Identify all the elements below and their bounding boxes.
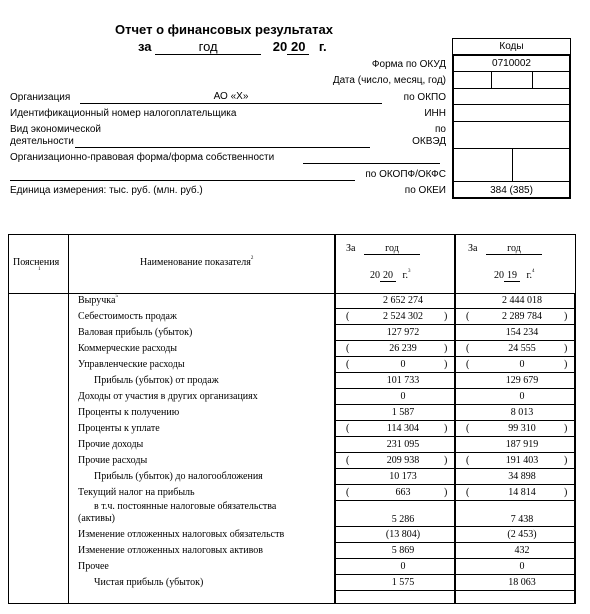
row-value-current: 26 239 (389, 343, 417, 354)
table-row (8, 421, 576, 437)
paren-close: ) (444, 487, 448, 498)
codes-title: Коды (499, 41, 524, 52)
table-row (8, 453, 576, 469)
row-label-text: Управленческие расходы (78, 359, 185, 370)
row-value-current: 5 286 (391, 514, 415, 525)
col2-header-bottom (494, 270, 534, 282)
row-label (78, 455, 147, 466)
col-notes-sup: 1 (38, 267, 41, 272)
table-row (8, 309, 576, 325)
paren-close: ) (444, 311, 448, 322)
row-label-text: Выручка (78, 295, 116, 306)
col-notes-text: Пояснения (13, 257, 60, 268)
unit-label: Единица измерения: тыс. руб. (млн. руб.) (10, 185, 203, 196)
org-label: Организация (10, 92, 71, 103)
col-name-header (140, 257, 253, 268)
date-label: Дата (число, месяц, год) (332, 75, 446, 86)
paren-open: ( (466, 311, 470, 322)
table-row (8, 293, 576, 309)
okei-label: по ОКЕИ (404, 185, 446, 196)
table-row (8, 437, 576, 453)
row-value-current: 0 (400, 359, 406, 370)
paren-open: ( (466, 487, 470, 498)
row-value-previous: 191 403 (505, 455, 539, 466)
table-row (8, 389, 576, 405)
table-row (8, 357, 576, 373)
form-label: Организационно-правовая форма/форма собственности (10, 152, 275, 163)
row-value-current: 231 095 (386, 439, 420, 450)
row-label-line1: в т.ч. постоянные налоговые обязательства (94, 501, 277, 512)
row-label (78, 561, 109, 572)
table-row (8, 469, 576, 485)
row-value-previous: (2 453) (507, 529, 537, 540)
row-value-current: 209 938 (386, 455, 420, 466)
activity-label-1: Вид экономической (10, 124, 101, 135)
period-year-prefix: 20 (272, 39, 288, 54)
col1-year-word: год (364, 243, 420, 255)
inn-code-label: ИНН (424, 108, 446, 119)
col-name-text: Наименование показателя (140, 257, 251, 268)
paren-open: ( (346, 359, 350, 370)
paren-close: ) (444, 359, 448, 370)
paren-open: ( (346, 487, 350, 498)
row-value-previous: 187 919 (505, 439, 539, 450)
col1-year: 20 (380, 270, 396, 282)
table-row (8, 325, 576, 341)
row-divider (334, 590, 574, 591)
row-value-previous: 0 (519, 391, 525, 402)
table-row (8, 559, 576, 575)
paren-close: ) (444, 343, 448, 354)
row-label-text: Прочие доходы (78, 439, 144, 450)
org-value: АО «Х» (213, 91, 249, 102)
row-label-text: Проценты к получению (78, 407, 180, 418)
col2-year-word: год (486, 243, 542, 255)
period-prefix: за (138, 39, 152, 54)
okopf-label: по ОКОПФ/ОКФС (365, 169, 446, 180)
inn-label: Идентификационный номер налогоплательщика (10, 108, 237, 119)
col2-for: За (468, 243, 478, 254)
okpo-label: по ОКПО (403, 92, 446, 103)
row-label-line2: (активы) (78, 513, 115, 524)
row-label (78, 545, 263, 556)
row-value-current: 663 (395, 487, 411, 498)
period-year-suffix: 20 (287, 39, 309, 55)
paren-close: ) (444, 455, 448, 466)
row-label-text: Проценты к уплате (78, 423, 160, 434)
row-value-current: 2 524 302 (383, 311, 423, 322)
col1-header-top (346, 243, 420, 255)
col1-for: За (346, 243, 356, 254)
row-label-text: Прибыль (убыток) до налогообложения (94, 471, 263, 482)
period-year-end: г. (318, 39, 327, 54)
okved-label-2: ОКВЭД (412, 136, 446, 147)
table-row (8, 405, 576, 421)
row-value-current: 0 (400, 561, 406, 572)
row-label (78, 343, 177, 354)
table-row (8, 543, 576, 559)
paren-open: ( (466, 423, 470, 434)
col-name-sup: 2 (250, 256, 254, 261)
paren-close: ) (564, 359, 568, 370)
row-label-text: Коммерческие расходы (78, 343, 178, 354)
row-label-text: Текущий налог на прибыль (78, 487, 195, 498)
okud-value: 0710002 (492, 58, 531, 69)
row-value-previous: 99 310 (508, 423, 536, 434)
row-value-previous: 18 063 (508, 577, 536, 588)
table-row (8, 373, 576, 389)
row-value-current: (13 804) (385, 529, 421, 540)
period-year-word: год (155, 39, 261, 55)
row-value-current: 1 575 (391, 577, 415, 588)
col-notes-header (13, 257, 59, 268)
row-label (78, 487, 195, 498)
row-label (78, 529, 284, 540)
row-value-current: 101 733 (386, 375, 420, 386)
row-label (78, 295, 118, 306)
col1-sup: 3 (407, 269, 411, 274)
table-row (8, 501, 576, 527)
okei-value: 384 (385) (490, 185, 533, 196)
row-label-text: Себестоимость продаж (78, 311, 177, 322)
paren-open: ( (346, 423, 350, 434)
row-label-text: Валовая прибыль (убыток) (78, 327, 193, 338)
row-label-sup: 5 (115, 294, 118, 299)
okud-label: Форма по ОКУД (371, 59, 446, 70)
paren-open: ( (346, 343, 350, 354)
period-line (138, 39, 327, 55)
paren-close: ) (444, 423, 448, 434)
row-label (78, 311, 177, 322)
row-label (78, 501, 276, 525)
row-value-current: 10 173 (389, 471, 417, 482)
row-label-text: Прибыль (убыток) от продаж (94, 375, 219, 386)
row-value-current: 5 869 (391, 545, 415, 556)
row-label (94, 375, 219, 386)
table-row (8, 341, 576, 357)
table-row (8, 485, 576, 501)
row-label-text: Прочие расходы (78, 455, 148, 466)
paren-open: ( (346, 455, 350, 466)
okved-label-1: по (435, 124, 446, 135)
paren-open: ( (466, 343, 470, 354)
row-value-previous: 0 (519, 561, 525, 572)
table-row (8, 575, 576, 591)
row-label-text: Изменение отложенных налоговых активов (78, 545, 264, 556)
paren-open: ( (466, 455, 470, 466)
paren-close: ) (564, 455, 568, 466)
row-label-text: Прочее (78, 561, 109, 572)
col2-header-top (468, 243, 542, 255)
col2-sup: 4 (531, 269, 535, 274)
row-value-current: 127 972 (386, 327, 420, 338)
row-label (78, 407, 179, 418)
table-row (8, 527, 576, 543)
col2-suffix: г. (526, 270, 532, 281)
row-label (94, 577, 203, 588)
row-label (78, 423, 160, 434)
row-label (94, 471, 263, 482)
row-value-previous: 34 898 (508, 471, 536, 482)
col1-header-bottom (370, 270, 410, 282)
row-value-current: 114 304 (386, 423, 420, 434)
paren-close: ) (564, 311, 568, 322)
paren-close: ) (564, 343, 568, 354)
row-value-previous: 8 013 (510, 407, 534, 418)
row-label-text: Изменение отложенных налоговых обязательств (78, 529, 285, 540)
row-value-previous: 2 444 018 (502, 295, 542, 306)
row-label (78, 327, 192, 338)
row-value-previous: 129 679 (505, 375, 539, 386)
paren-open: ( (346, 311, 350, 322)
row-label (78, 439, 143, 450)
row-label-text: Чистая прибыль (убыток) (94, 577, 204, 588)
paren-close: ) (564, 423, 568, 434)
activity-label-2: деятельности (10, 136, 74, 147)
row-value-previous: 154 234 (505, 327, 539, 338)
row-value-current: 1 587 (391, 407, 415, 418)
row-label-text: Доходы от участия в других организациях (78, 391, 258, 402)
report-title: Отчет о финансовых результатах (115, 22, 333, 37)
col1-prefix: 20 (370, 270, 380, 281)
row-value-previous: 432 (514, 545, 530, 556)
row-label (78, 359, 185, 370)
col2-prefix: 20 (494, 270, 504, 281)
row-value-previous: 14 814 (508, 487, 536, 498)
row-label (78, 391, 258, 402)
paren-open: ( (466, 359, 470, 370)
paren-close: ) (564, 487, 568, 498)
col2-year: 19 (504, 270, 520, 282)
row-value-current: 2 652 274 (383, 295, 423, 306)
col1-suffix: г. (402, 270, 408, 281)
row-value-previous: 0 (519, 359, 525, 370)
row-value-previous: 7 438 (510, 514, 534, 525)
row-value-current: 0 (400, 391, 406, 402)
row-value-previous: 24 555 (508, 343, 536, 354)
row-value-previous: 2 289 784 (502, 311, 542, 322)
